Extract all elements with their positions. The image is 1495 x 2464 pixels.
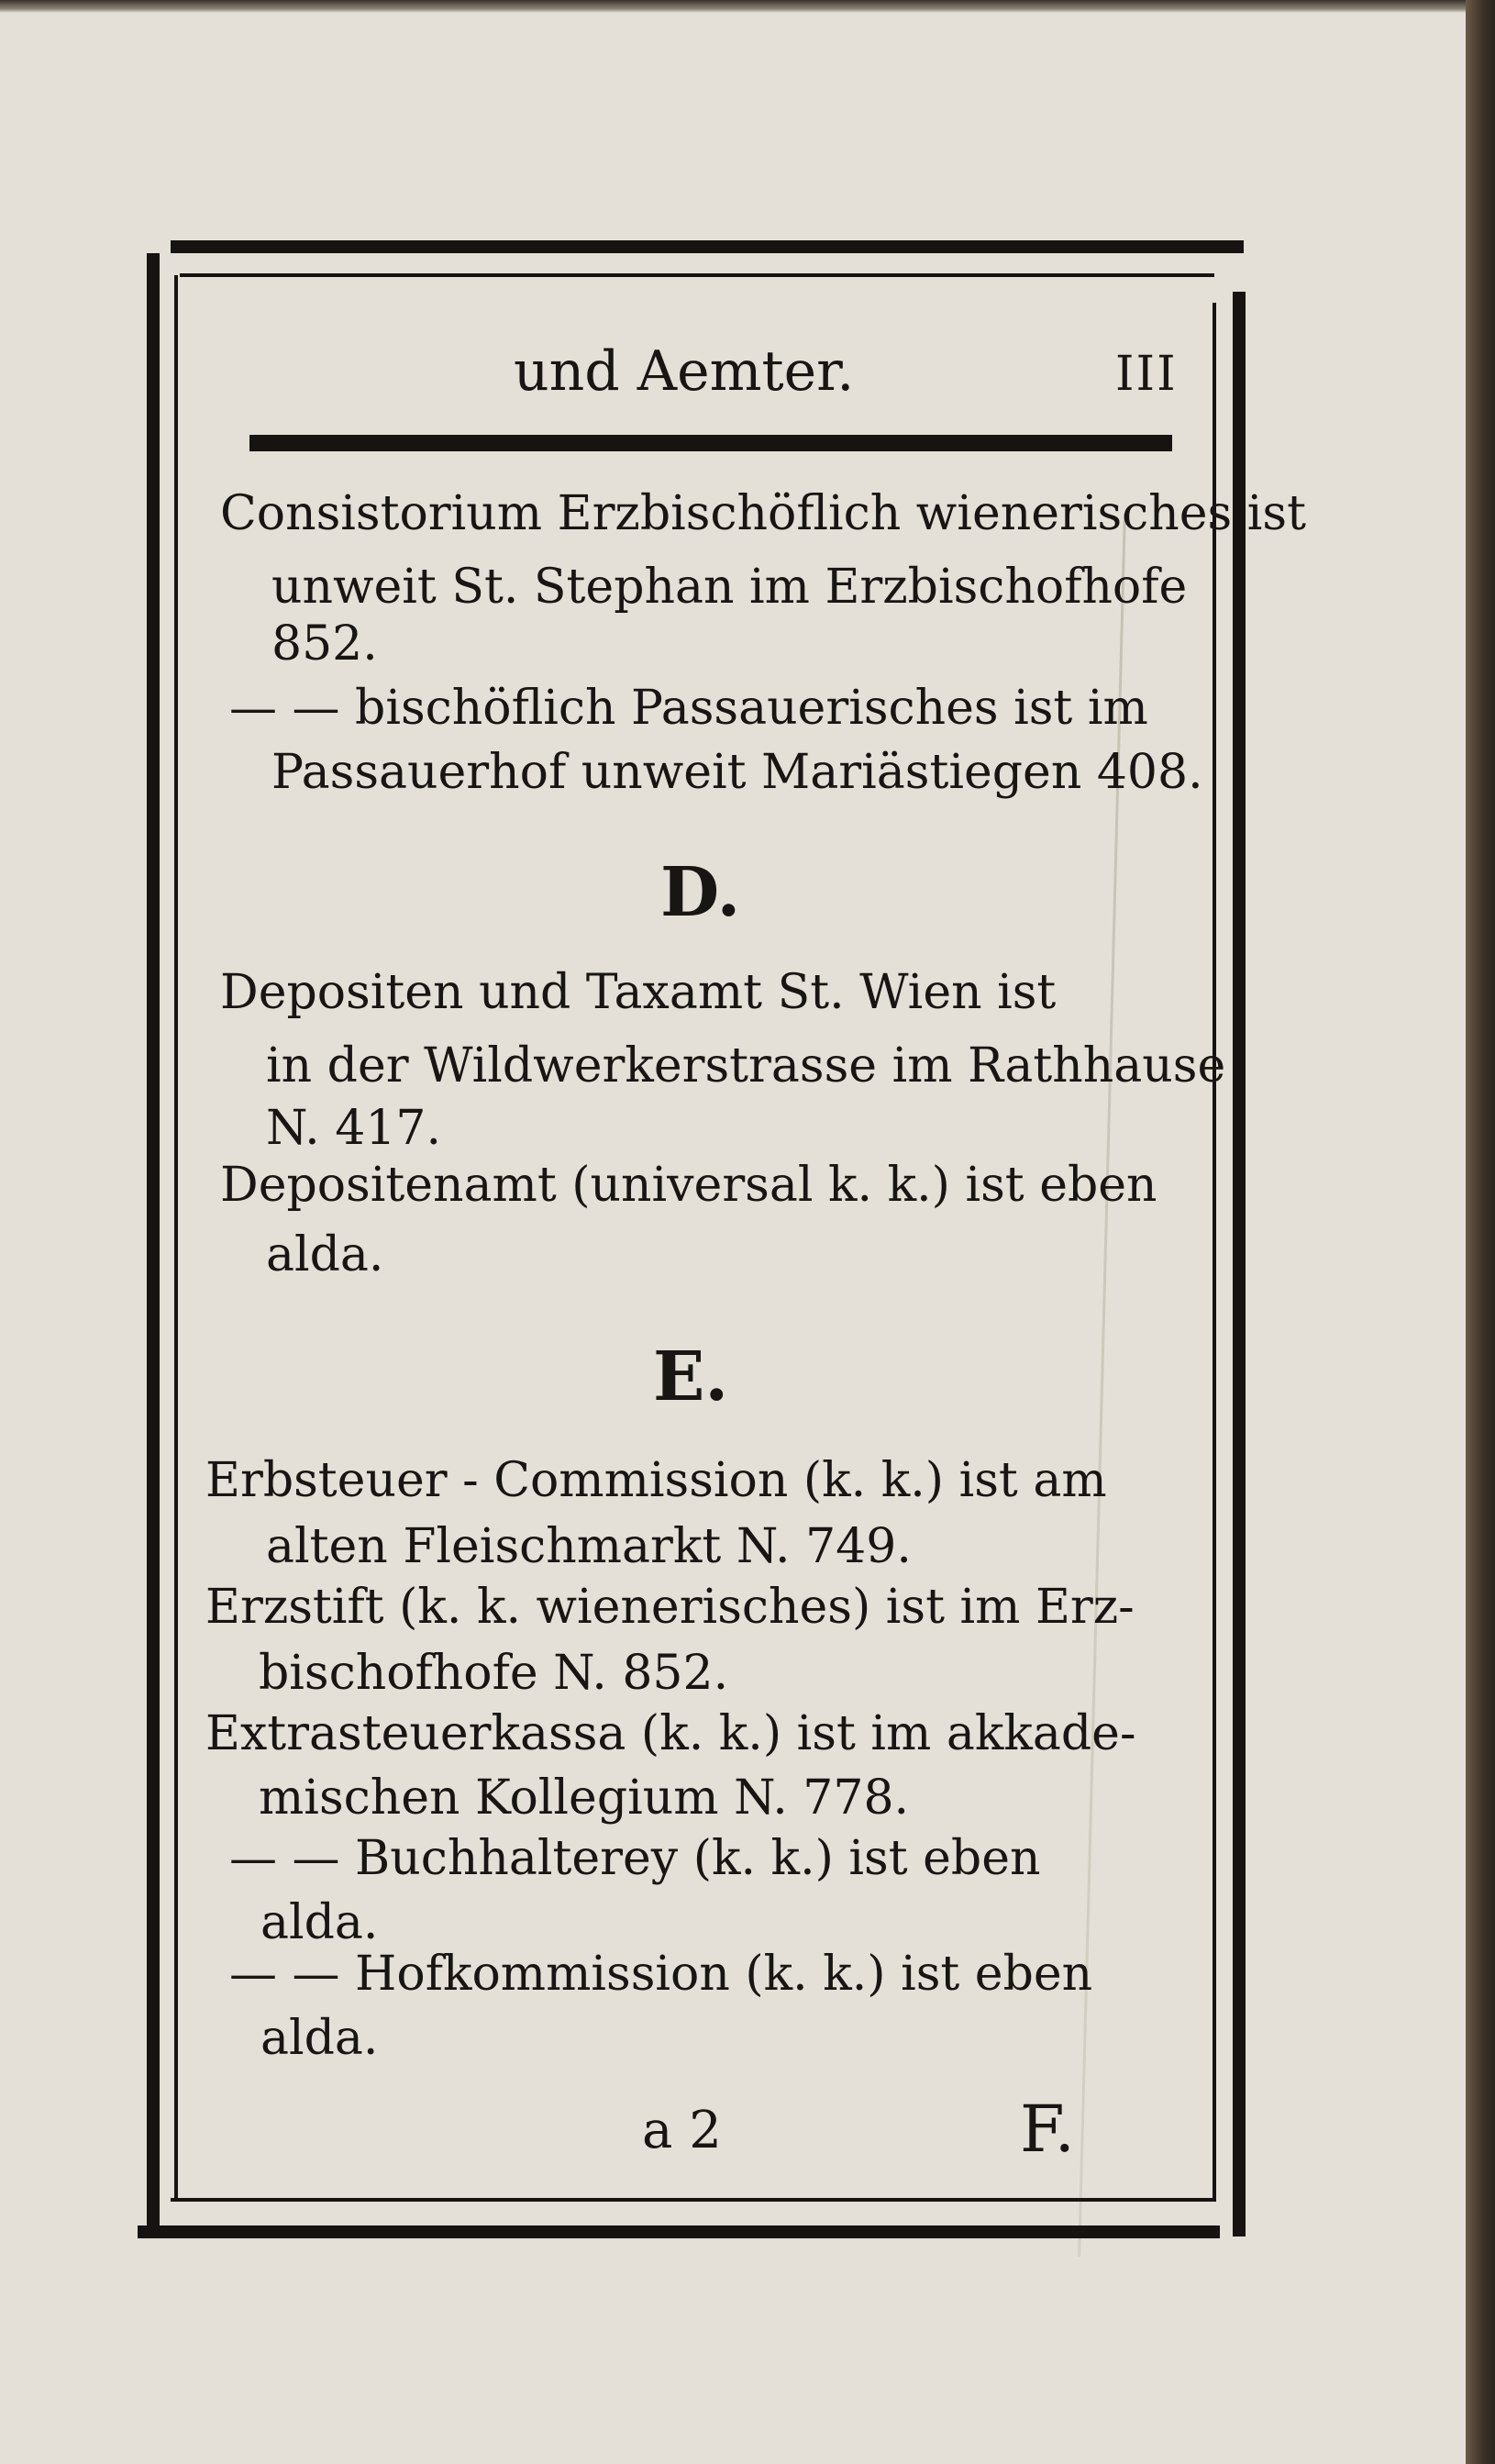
frame-top-rule [171, 240, 1244, 253]
page-number: III [1115, 347, 1178, 402]
entry-consistorium-line-1: Consistorium Erzbischöflich wienerisches ist [220, 486, 1306, 541]
entry-passauerisches-line-1: — — bischöflich Passauerisches ist im [229, 681, 1148, 736]
entry-extrasteuerkassa-line-2: mischen Kollegium N. 778. [259, 1770, 910, 1826]
frame-top-inner-rule [180, 273, 1214, 277]
signature-mark: a 2 [642, 2101, 722, 2160]
entry-depositen-line-2: in der Wildwerkerstrasse im Rathhause [266, 1038, 1226, 1093]
entry-erzstift-line-1: Erzstift (k. k. wienerisches) ist im Erz- [205, 1580, 1135, 1635]
header-rule [249, 435, 1172, 451]
entry-buchhalterey-line-2: alda. [260, 1895, 379, 1950]
entry-hofkommission-line-2: alda. [260, 2011, 379, 2066]
entry-hofkommission-line-1: — — Hofkommission (k. k.) ist eben [229, 1947, 1093, 2002]
frame-bottom-inner-rule [171, 2198, 1214, 2202]
section-letter-d: D. [660, 853, 741, 932]
frame-left-rule [147, 253, 160, 2238]
entry-erbsteuer-line-2: alten Fleischmarkt N. 749. [266, 1519, 912, 1574]
entry-depositen-line-3: N. 417. [266, 1101, 442, 1156]
book-binding-edge [1466, 0, 1495, 2464]
running-head: und Aemter. [514, 339, 855, 404]
entry-consistorium-line-2: unweit St. Stephan im Erzbischofhofe [271, 560, 1188, 615]
entry-depositenamt-line-1: Depositenamt (universal k. k.) ist eben [220, 1158, 1157, 1213]
entry-erbsteuer-line-1: Erbsteuer - Commission (k. k.) ist am [205, 1453, 1107, 1508]
entry-depositen-line-1: Depositen und Taxamt St. Wien ist [220, 965, 1057, 1020]
catchword: F. [1020, 2092, 1075, 2167]
page-top-edge [0, 0, 1466, 13]
entry-extrasteuerkassa-line-1: Extrasteuerkassa (k. k.) ist im akkade- [205, 1706, 1136, 1761]
frame-bottom-rule [138, 2225, 1220, 2238]
frame-right-rule [1233, 292, 1246, 2236]
section-letter-e: E. [653, 1337, 729, 1416]
frame-right-inner-rule [1213, 303, 1216, 2202]
frame-left-inner-rule [174, 275, 178, 2202]
entry-passauerisches-line-2: Passauerhof unweit Mariästiegen 408. [271, 745, 1203, 800]
entry-consistorium-line-3: 852. [271, 616, 378, 671]
entry-erzstift-line-2: bischofhofe N. 852. [259, 1646, 729, 1701]
entry-depositenamt-line-2: alda. [266, 1227, 384, 1282]
entry-buchhalterey-line-1: — — Buchhalterey (k. k.) ist eben [229, 1831, 1041, 1886]
